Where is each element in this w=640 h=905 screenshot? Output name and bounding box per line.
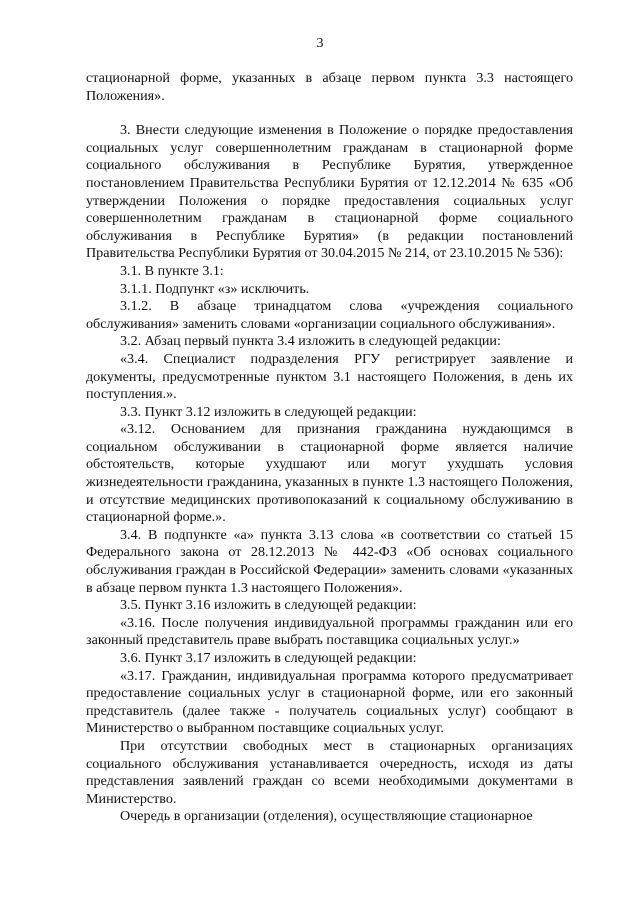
paragraph-quote-3-16: «3.16. После получения индивидуальной программы гражданин или его законный представитель праве выбрать поставщика социальных услуг.» bbox=[86, 614, 573, 649]
paragraph-quote-3-12: «3.12. Основанием для признания гражданина нуждающимся в социальном обслуживании в стационарной форме является наличие обстоятельств, которые ухудшают или могут ухудшать условия жизнедеятельности гражданина, указанных в пункте 1.3 настоящего Положения, и отсутствие медицинских противопоказаний к социальному обслуживанию в стационарной форме.». bbox=[86, 421, 573, 526]
paragraph-item-3-3: 3.3. Пункт 3.12 изложить в следующей редакции: bbox=[120, 403, 417, 420]
paragraph-continuation: стационарной форме, указанных в абзаце первом пункта 3.3 настоящего Положения». bbox=[86, 70, 573, 104]
paragraph-item-3: 3. Внести следующие изменения в Положение о порядке предоставления социальных услуг совершеннолетним гражданам в стационарной форме социального обслуживания в Республике Бурятия, утвержденное постановлением Правительства Республики Бурятия от 12.12.2014 № 635 «Об утверждении Положения о порядке предоставления социальных услуг совершеннолетним гражданам в стационарной форме социального обслуживания в Республике Бурятия» (в редакции постановлений Правительства Республики Бурятия от 30.04.2015 № 214, от 23.10.2015 № 536): bbox=[86, 122, 573, 262]
paragraph-item-3-1-1: 3.1.1. Подпункт «з» исключить. bbox=[120, 280, 310, 297]
paragraph-quote-3-4: «3.4. Специалист подразделения РГУ регистрирует заявление и документы, предусмотренные пунктом 3.1 настоящего Положения, в день их поступления.». bbox=[86, 350, 573, 403]
paragraph-item-3-5: 3.5. Пункт 3.16 изложить в следующей редакции: bbox=[120, 597, 417, 614]
paragraph-queue-rule: При отсутствии свободных мест в стационарных организациях социального обслуживания устанавливается очередность, исходя из даты представления заявлений граждан со всеми необходимыми документами в Министерство. bbox=[86, 737, 573, 807]
paragraph-item-3-1-2: 3.1.2. В абзаце тринадцатом слова «учреждения социального обслуживания» заменить словами «организации социального обслуживания». bbox=[86, 298, 573, 332]
paragraph-queue-start: Очередь в организации (отделения), осуществляющие стационарное bbox=[120, 808, 533, 825]
paragraph-item-3-1: 3.1. В пункте 3.1: bbox=[120, 262, 224, 279]
page-number: 3 bbox=[316, 36, 324, 51]
paragraph-quote-3-17: «3.17. Гражданин, индивидуальная программа которого предусматривает предоставление социальных услуг в стационарной форме, или его законный представитель (далее также - получатель социальных услуг) сообщают в Министерство о выбранном поставщике социальных услуг. bbox=[86, 667, 573, 737]
paragraph-item-3-2: 3.2. Абзац первый пункта 3.4 изложить в следующей редакции: bbox=[120, 333, 501, 350]
paragraph-item-3-4: 3.4. В подпункте «а» пункта 3.13 слова «в соответствии со статьей 15 Федерального закона от 28.12.2013 № 442-ФЗ «Об основах социального обслуживания граждан в Российской Федерации» заменить словами «указанных в абзаце первом пункта 1.3 настоящего Положения». bbox=[86, 526, 573, 596]
document-body bbox=[86, 70, 573, 826]
paragraph-item-3-6: 3.6. Пункт 3.17 изложить в следующей редакции: bbox=[120, 650, 417, 666]
